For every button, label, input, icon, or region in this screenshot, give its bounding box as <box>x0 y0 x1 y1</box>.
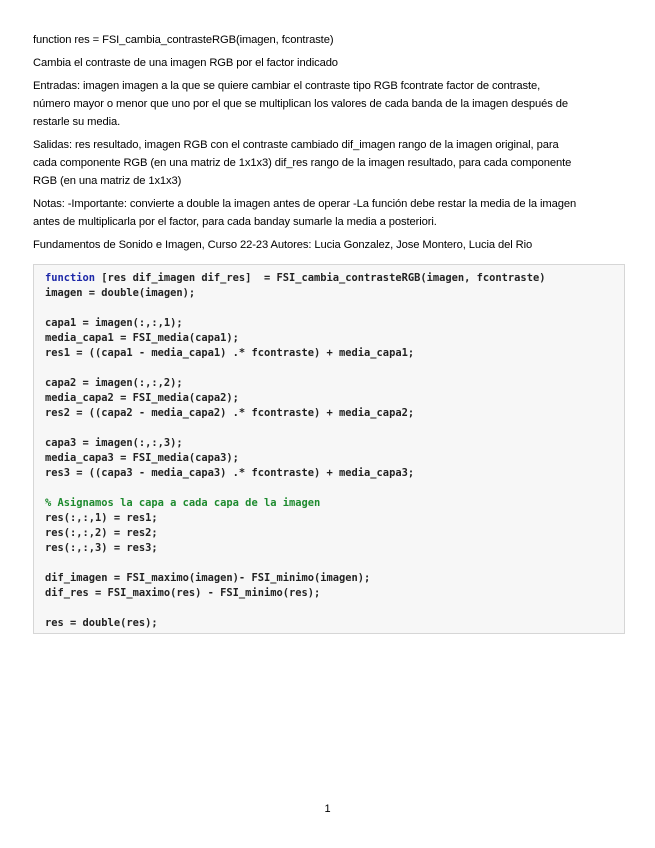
code-line: media_capa2 = FSI_media(capa2); <box>45 392 239 404</box>
keyword-function: function <box>45 272 96 284</box>
notas-line-1: Notas: -Importante: convierte a double la imagen antes de operar -La función debe restar la media de la imagen <box>33 198 577 210</box>
salidas-line-3: RGB (en una matriz de 1x1x3) <box>33 175 182 187</box>
code-line: capa2 = imagen(:,:,2); <box>45 377 183 389</box>
entradas-line-2: número mayor o menor que uno por el que se multiplican los valores de cada banda de la imagen después de <box>33 98 569 110</box>
entradas-line-3: restarle su media. <box>33 116 121 128</box>
code-line: res(:,:,2) = res2; <box>45 527 158 539</box>
doc-header <box>33 31 628 259</box>
code-line: dif_imagen = FSI_maximo(imagen)- FSI_minimo(imagen); <box>45 572 371 584</box>
credits-line: Fundamentos de Sonido e Imagen, Curso 22-23 Autores: Lucia Gonzalez, Jose Montero, Lucia del Rio <box>33 239 533 251</box>
code-line-text: [res dif_imagen dif_res] = FSI_cambia_contrasteRGB(imagen, fcontraste) <box>95 272 546 284</box>
code-line: res3 = ((capa3 - media_capa3) .* fcontraste) + media_capa3; <box>45 467 415 479</box>
code-line: res(:,:,1) = res1; <box>45 512 158 524</box>
code-line: dif_res = FSI_maximo(res) - FSI_minimo(res); <box>45 587 321 599</box>
code-line: capa3 = imagen(:,:,3); <box>45 437 183 449</box>
salidas-line-2: cada componente RGB (en una matriz de 1x1x3) dif_res rango de la imagen resultado, para cada componente <box>33 157 572 169</box>
code-line-blank <box>45 421 624 436</box>
code-line: res(:,:,3) = res3; <box>45 542 158 554</box>
code-line: media_capa1 = FSI_media(capa1); <box>45 332 239 344</box>
code-line: capa1 = imagen(:,:,1); <box>45 317 183 329</box>
notas-paragraph <box>33 195 628 231</box>
code-line: res2 = ((capa2 - media_capa2) .* fcontraste) + media_capa2; <box>45 407 415 419</box>
page-number: 1 <box>324 803 331 815</box>
code-line-blank <box>45 556 624 571</box>
code-line: res = double(res); <box>45 617 158 629</box>
code-line: media_capa3 = FSI_media(capa3); <box>45 452 239 464</box>
code-line <box>45 271 624 286</box>
code-line-blank <box>45 301 624 316</box>
code-line-blank <box>45 481 624 496</box>
function-signature: function res = FSI_cambia_contrasteRGB(imagen, fcontraste) <box>33 34 334 46</box>
entradas-line-1: Entradas: imagen imagen a la que se quiere cambiar el contraste tipo RGB fcontrate factor de contraste, <box>33 80 541 92</box>
salidas-paragraph <box>33 136 628 190</box>
code-line-blank <box>45 601 624 616</box>
code-comment: % Asignamos la capa a cada capa de la imagen <box>45 497 321 509</box>
function-summary: Cambia el contraste de una imagen RGB por el factor indicado <box>33 57 338 69</box>
code-block <box>33 264 625 634</box>
code-line-blank <box>45 361 624 376</box>
entradas-paragraph <box>33 77 628 131</box>
salidas-line-1: Salidas: res resultado, imagen RGB con el contraste cambiado dif_imagen rango de la imagen original, para <box>33 139 559 151</box>
code-line: res1 = ((capa1 - media_capa1) .* fcontraste) + media_capa1; <box>45 347 415 359</box>
notas-line-2: antes de multiplicarla por el factor, para cada banday sumarle la media a posteriori. <box>33 216 437 228</box>
code-line: imagen = double(imagen); <box>45 287 196 299</box>
